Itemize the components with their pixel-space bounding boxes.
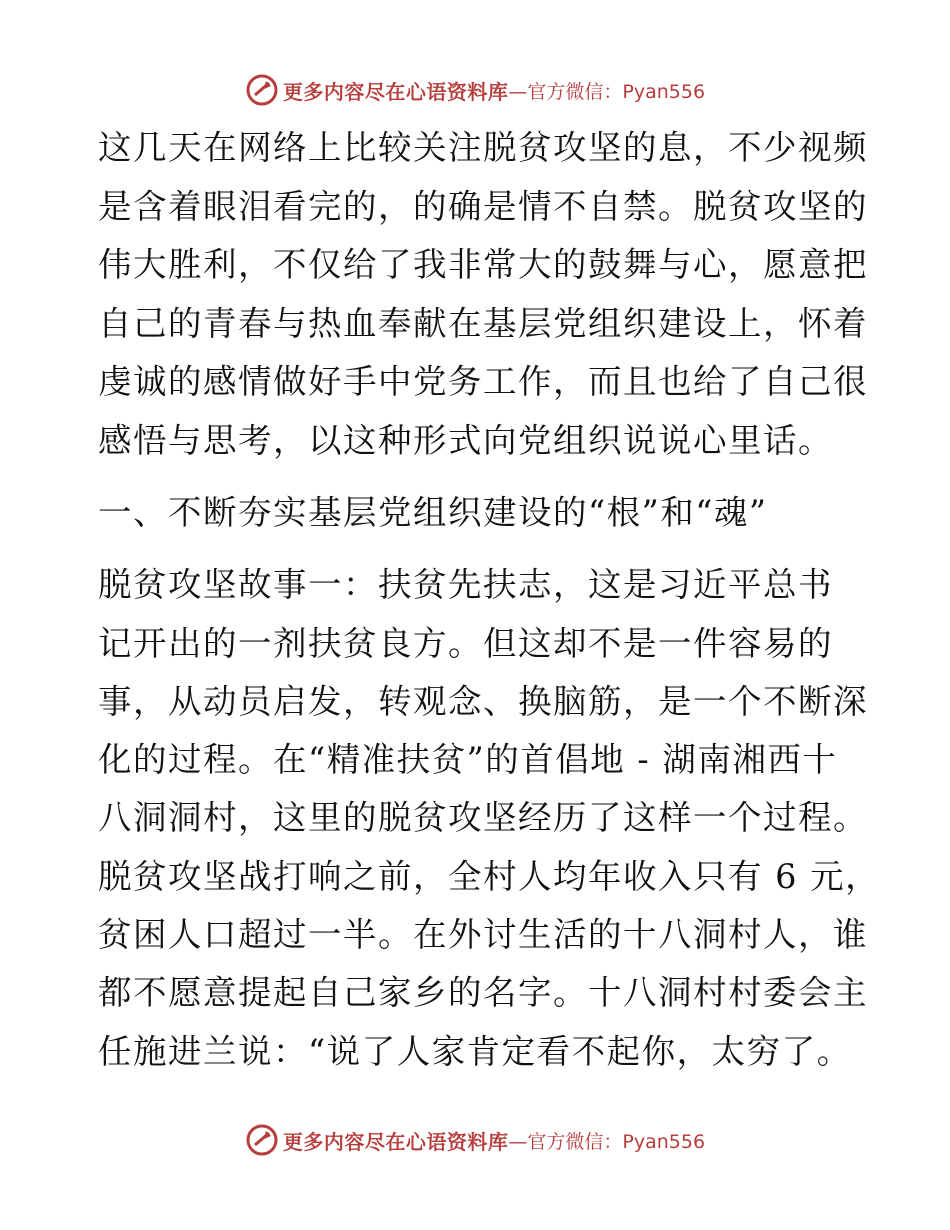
text-line: 事，从动员启发，转观念、换脑筋，是一个不断深	[98, 682, 868, 721]
header-banner	[0, 72, 950, 108]
header-brand-text: 更多内容尽在心语资料库	[282, 79, 509, 104]
footer-contact-text: —官方微信：Pyan556	[508, 1130, 706, 1153]
text-line: 这几天在网络上比较关注脱贫攻坚的息，不少视频	[98, 128, 868, 167]
text-line: 化的过程。在“精准扶贫”的首倡地 - 湖南湘西十	[98, 740, 838, 779]
footer-brand-text: 更多内容尽在心语资料库	[282, 1129, 509, 1154]
brand-logo-icon	[245, 1123, 279, 1157]
text-line: 自己的青春与热血奉献在基层党组织建设上，怀着	[98, 304, 868, 343]
text-line: 脱贫攻坚战打响之前，全村人均年收入只有 6 元，	[98, 857, 881, 896]
text-line: 脱贫攻坚故事一：扶贫先扶志，这是习近平总书	[98, 565, 833, 604]
text-line: 虔诚的感情做好手中党务工作，而且也给了自己很	[98, 362, 868, 401]
text-line: 记开出的一剂扶贫良方。但这却不是一件容易的	[98, 624, 833, 663]
section-heading: 一、不断夯实基层党组织建设的“根”和“魂”	[98, 493, 768, 532]
footer-banner	[0, 1122, 950, 1158]
text-line: 贫困人口超过一半。在外讨生活的十八洞村人，谁	[98, 915, 868, 954]
header-contact-text: —官方微信：Pyan556	[508, 80, 706, 103]
text-line: 是含着眼泪看完的，的确是情不自禁。脱贫攻坚的	[98, 187, 868, 226]
text-line: 八洞洞村，这里的脱贫攻坚经历了这样一个过程。	[98, 798, 868, 837]
text-line: 伟大胜利，不仅给了我非常大的鼓舞与心，愿意把	[98, 245, 868, 284]
text-line: 感悟与思考，以这种形式向党组织说说心里话。	[98, 421, 833, 460]
text-line: 都不愿意提起自己家乡的名字。十八洞村村委会主	[98, 973, 868, 1012]
brand-logo-icon	[245, 73, 279, 107]
text-line: 任施进兰说：“说了人家肯定看不起你，太穷了。	[98, 1032, 852, 1071]
